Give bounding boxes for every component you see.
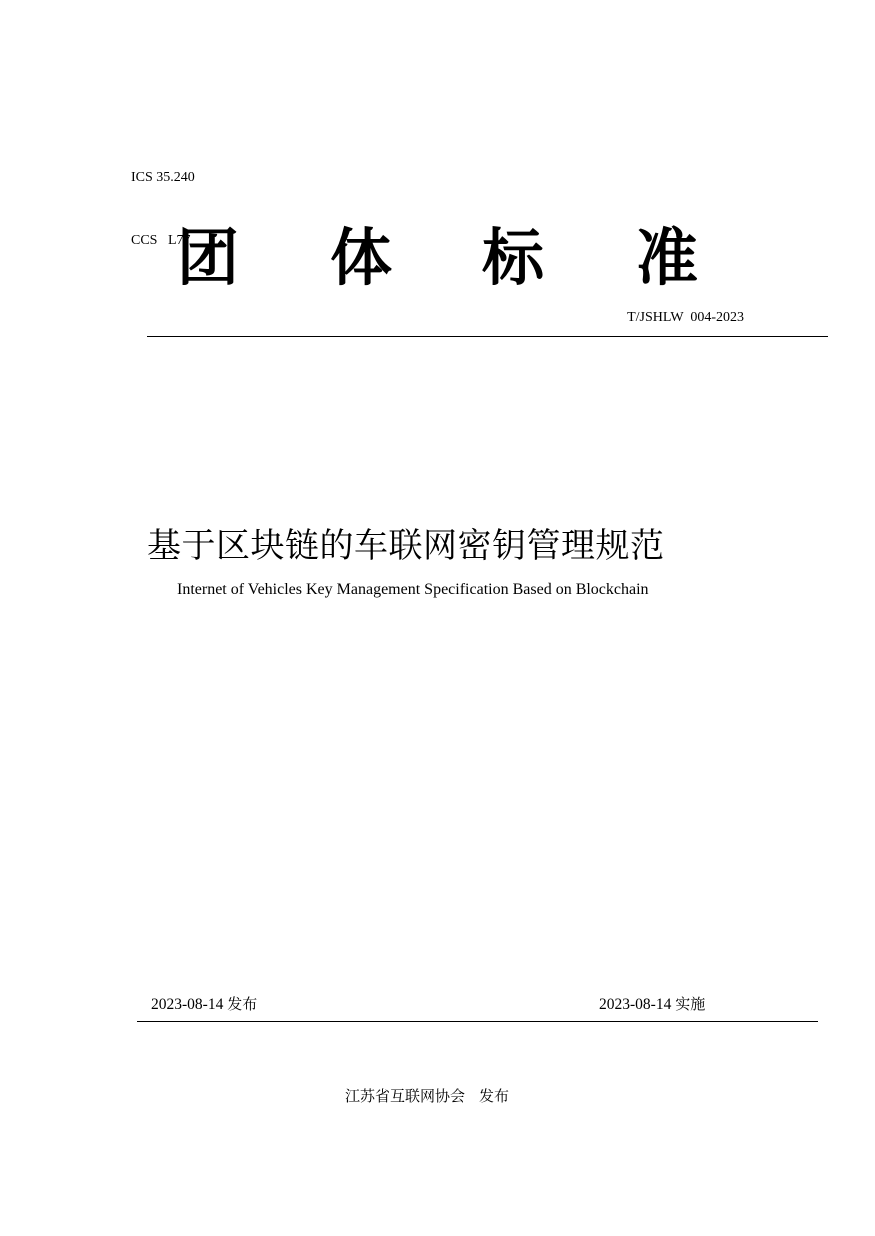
publish-date-line bbox=[151, 993, 257, 1016]
implement-label: 实施 bbox=[675, 995, 706, 1013]
publish-date: 2023-08-14 bbox=[151, 996, 224, 1013]
ccs-code: CCS L77 bbox=[131, 233, 191, 248]
issuer-name: 江苏省互联网协会 bbox=[345, 1087, 466, 1105]
ics-code: ICS 35.240 bbox=[131, 170, 195, 185]
standard-type-char-3: 标 bbox=[482, 221, 545, 294]
issuer-action: 发布 bbox=[479, 1087, 510, 1105]
publish-label: 发布 bbox=[227, 995, 258, 1013]
title-english: Internet of Vehicles Key Management Specification Based on Blockchain bbox=[177, 581, 649, 598]
issuer-line bbox=[345, 1085, 509, 1107]
implement-date: 2023-08-14 bbox=[599, 996, 672, 1013]
title-chinese: 基于区块链的车联网密钥管理规范 bbox=[147, 526, 665, 566]
standard-type-char-1: 团 bbox=[177, 221, 240, 294]
implement-date-line bbox=[599, 993, 705, 1016]
standard-type-heading bbox=[0, 218, 875, 298]
standard-number: T/JSHLW 004-2023 bbox=[627, 310, 744, 325]
bottom-divider bbox=[137, 1021, 818, 1022]
standard-type-char-2: 体 bbox=[330, 221, 393, 294]
top-divider bbox=[147, 336, 828, 337]
standard-type-char-4: 准 bbox=[636, 221, 699, 294]
